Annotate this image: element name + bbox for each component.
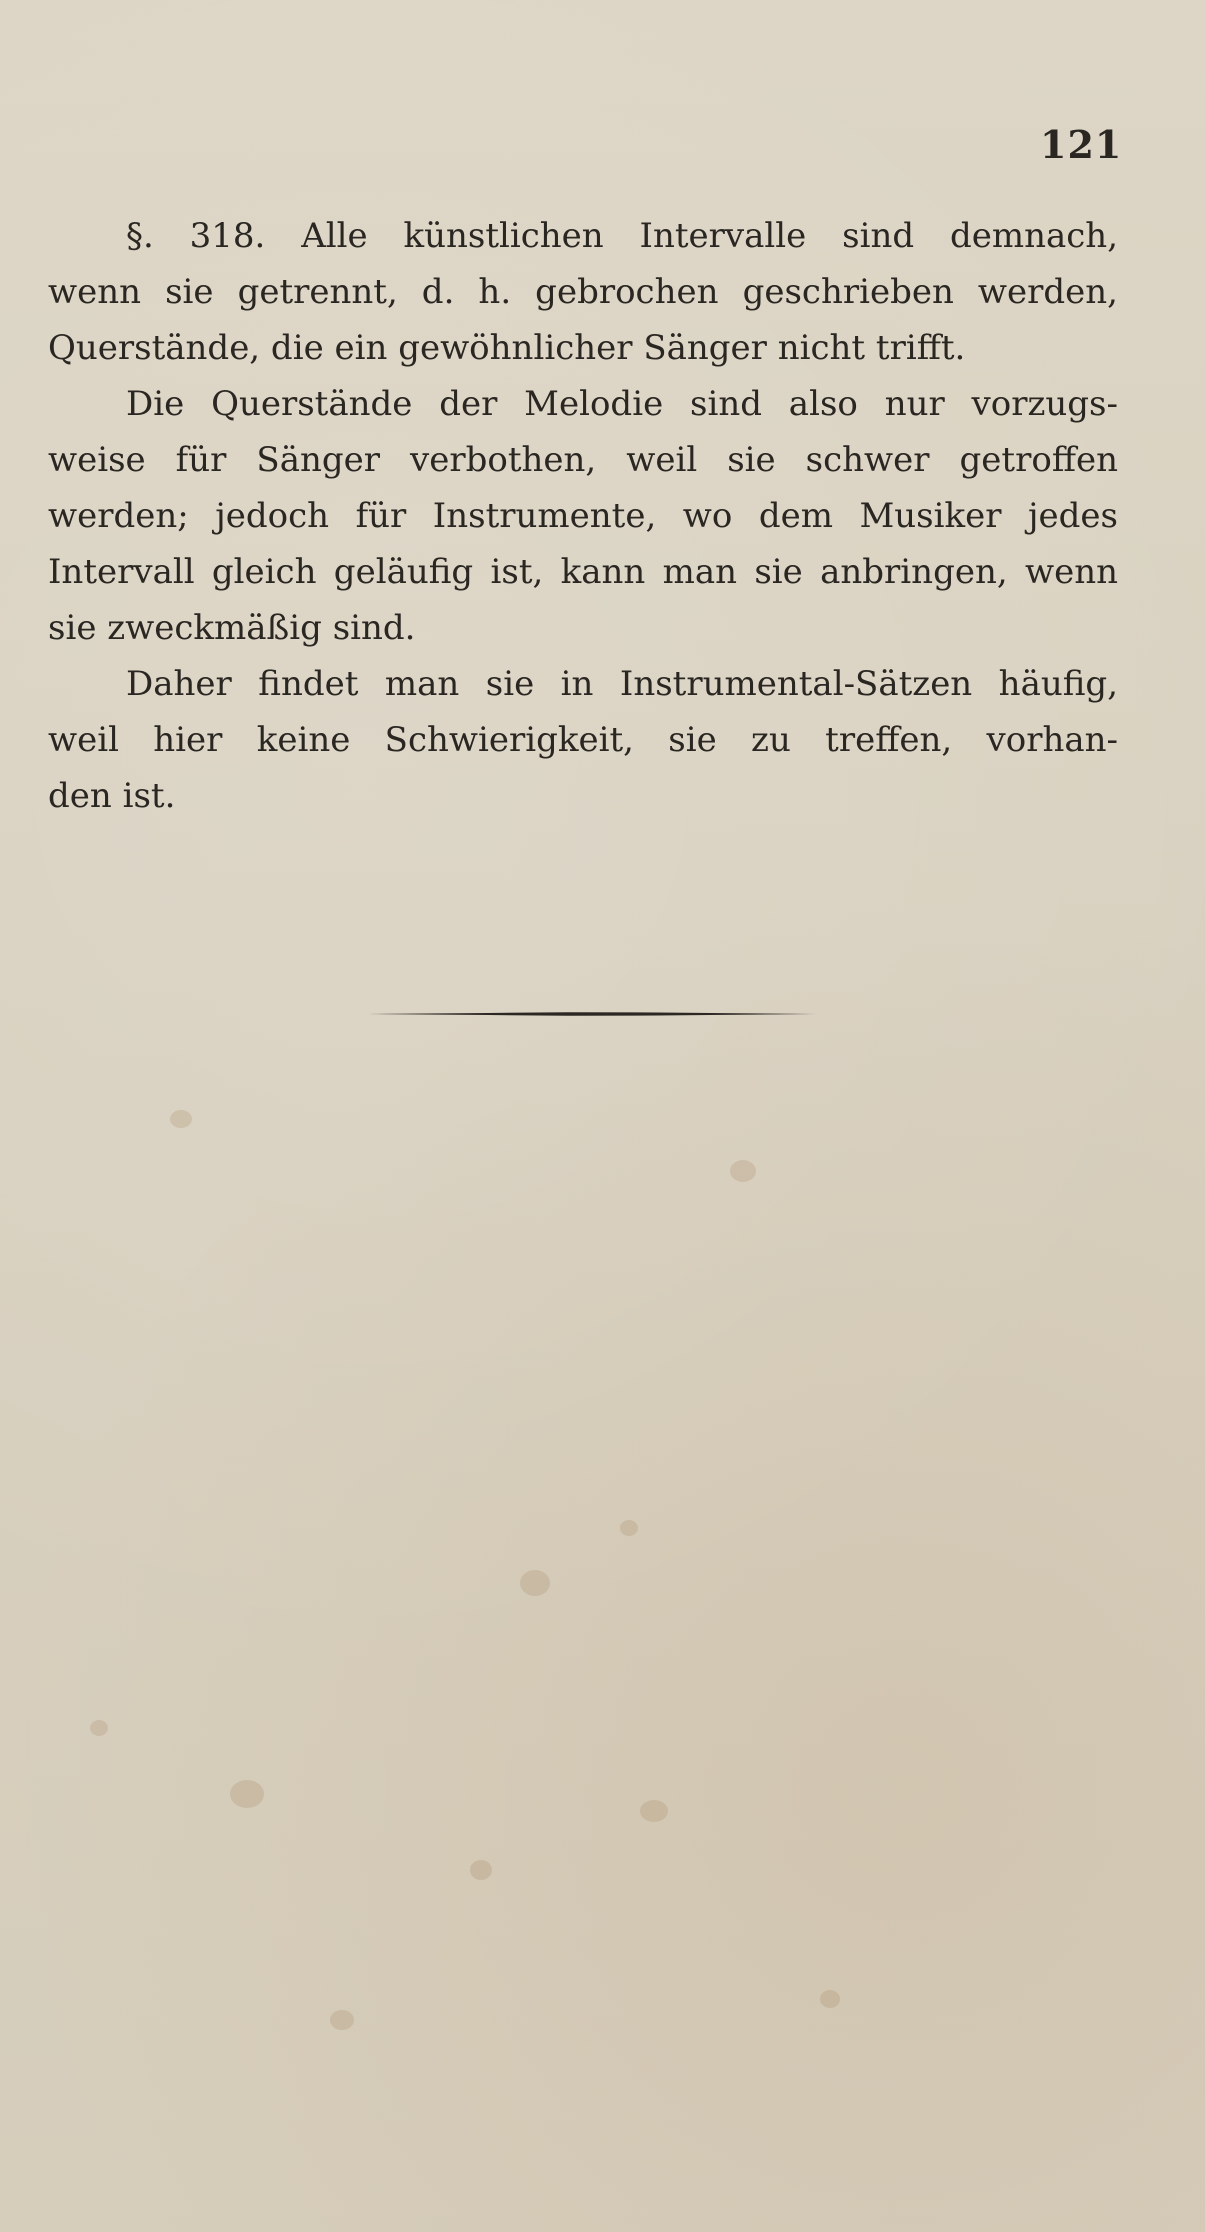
text-line: weise für Sänger verbothen, weil sie schwer getroffen	[48, 440, 1118, 480]
text-line: wenn sie getrennt, d. h. gebrochen geschrieben werden,	[48, 272, 1118, 312]
paper-stain	[330, 2010, 354, 2030]
text-line: sie zweckmäßig sind.	[48, 608, 416, 648]
paper-stain	[820, 1990, 840, 2008]
paper-stain	[520, 1570, 550, 1596]
text-line: Querstände, die ein gewöhnlicher Sänger nicht trifft.	[48, 328, 966, 368]
paper-stain	[170, 1110, 192, 1128]
text-line: §. 318. Alle künstlichen Intervalle sind demnach,	[126, 216, 1118, 256]
body-text	[48, 208, 1118, 824]
paper-stain	[730, 1160, 756, 1182]
paper-stain	[470, 1860, 492, 1880]
text-line: Intervall gleich geläufig ist, kann man sie anbringen, wenn	[48, 552, 1118, 592]
paragraph-daher	[48, 656, 1118, 824]
paper-stain	[640, 1800, 668, 1822]
text-line: Daher findet man sie in Instrumental-Sätzen häufig,	[126, 664, 1118, 704]
paper-stain	[90, 1720, 108, 1736]
paper-stain	[230, 1780, 264, 1808]
section-divider	[368, 1012, 816, 1016]
text-line: Die Querstände der Melodie sind also nur vorzugs-	[126, 384, 1118, 424]
paragraph-318	[48, 208, 1118, 376]
text-line: weil hier keine Schwierigkeit, sie zu treffen, vorhan-	[48, 720, 1118, 760]
paragraph-querstaende	[48, 376, 1118, 656]
page-number: 121	[1040, 122, 1123, 167]
text-line: den ist.	[48, 776, 176, 816]
text-line: werden; jedoch für Instrumente, wo dem Musiker jedes	[48, 496, 1118, 536]
paper-stain	[620, 1520, 638, 1536]
